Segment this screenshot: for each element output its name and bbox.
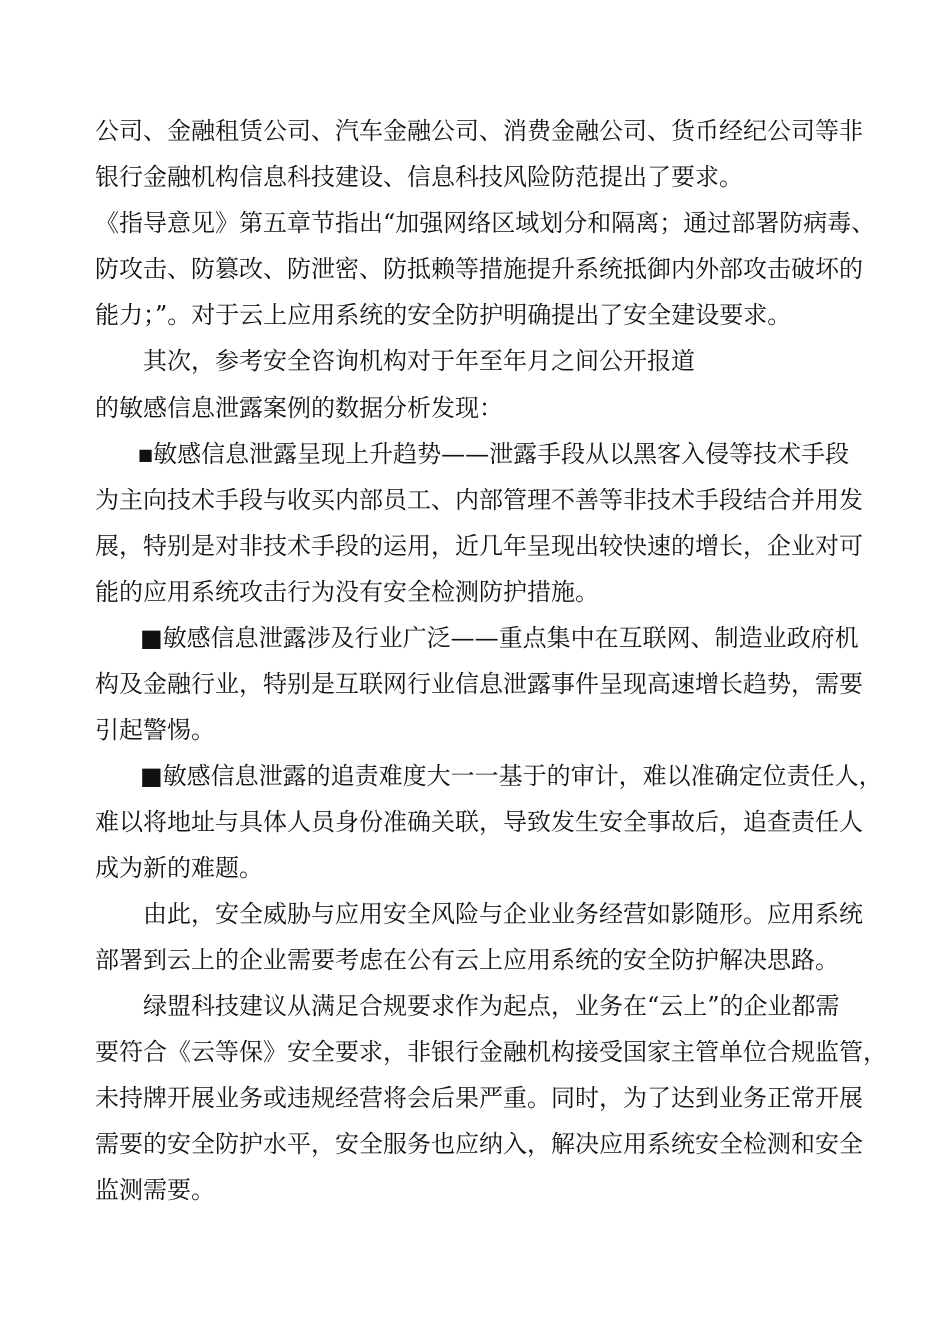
text-line: 需要的安全防护水平，安全服务也应纳入，解决应用系统安全检测和安全 bbox=[95, 1130, 863, 1158]
bullet-square-icon: ■ bbox=[140, 762, 163, 790]
text-line: 引起警惕。 bbox=[95, 716, 215, 744]
bullet-square-icon: ■ bbox=[138, 445, 154, 464]
text-line: 公司、金融租赁公司、汽车金融公司、消费金融公司、货币经纪公司等非 bbox=[95, 117, 863, 145]
bullet-item-1 bbox=[138, 439, 849, 469]
bullet-square-icon: ■ bbox=[140, 624, 163, 652]
paragraph-first-line: 其次，参考安全咨询机构对于年至年月之间公开报道 bbox=[143, 347, 695, 375]
paragraph-first-line: 绿盟科技建议从满足合规要求作为起点，业务在“云上”的企业都需 bbox=[143, 992, 840, 1020]
bullet-text: 敏感信息泄露的追责难度大一一基于的审计，难以准确定位责任人， bbox=[162, 762, 883, 790]
text-line: 展，特别是对非技术手段的运用，近几年呈现出较快速的增长，企业对可 bbox=[95, 532, 863, 560]
text-line: 能的应用系统攻击行为没有安全检测防护措施。 bbox=[95, 578, 599, 606]
bullet-item-2 bbox=[140, 623, 859, 653]
paragraph-first-line: 由此，安全威胁与应用安全风险与企业业务经营如影随形。应用系统 bbox=[143, 900, 863, 928]
text-line: 为主向技术手段与收买内部员工、内部管理不善等非技术手段结合并用发 bbox=[95, 486, 863, 514]
text-line: 未持牌开展业务或违规经营将会后果严重。同时，为了达到业务正常开展 bbox=[95, 1084, 863, 1112]
text-line: 监测需要。 bbox=[95, 1176, 215, 1204]
text-line: 部署到云上的企业需要考虑在公有云上应用系统的安全防护解决思路。 bbox=[95, 946, 839, 974]
text-line: 银行金融机构信息科技建设、信息科技风险防范提出了要求。 bbox=[95, 163, 743, 191]
text-line: 的敏感信息泄露案例的数据分析发现： bbox=[95, 394, 503, 422]
text-line: 防攻击、防篡改、防泄密、防抵赖等措施提升系统抵御内外部攻击破坏的 bbox=[95, 255, 863, 283]
text-line: 难以将地址与具体人员身份准确关联，导致发生安全事故后，追查责任人 bbox=[95, 808, 863, 836]
text-line: 能力；”。对于云上应用系统的安全防护明确提出了安全建设要求。 bbox=[95, 301, 792, 329]
bullet-text: 敏感信息泄露呈现上升趋势——泄露手段从以黑客入侵等技术手段 bbox=[153, 440, 850, 468]
text-line: 要符合《云等保》安全要求，非银行金融机构接受国家主管单位合规监管， bbox=[95, 1038, 887, 1066]
bullet-item-3 bbox=[140, 761, 883, 791]
text-line: 成为新的难题。 bbox=[95, 854, 263, 882]
text-line: 构及金融行业，特别是互联网行业信息泄露事件呈现高速增长趋势，需要 bbox=[95, 670, 863, 698]
bullet-text: 敏感信息泄露涉及行业广泛——重点集中在互联网、制造业政府机 bbox=[162, 624, 859, 652]
text-line: 《指导意见》第五章节指出“加强网络区域划分和隔离；通过部署防病毒、 bbox=[95, 209, 876, 237]
